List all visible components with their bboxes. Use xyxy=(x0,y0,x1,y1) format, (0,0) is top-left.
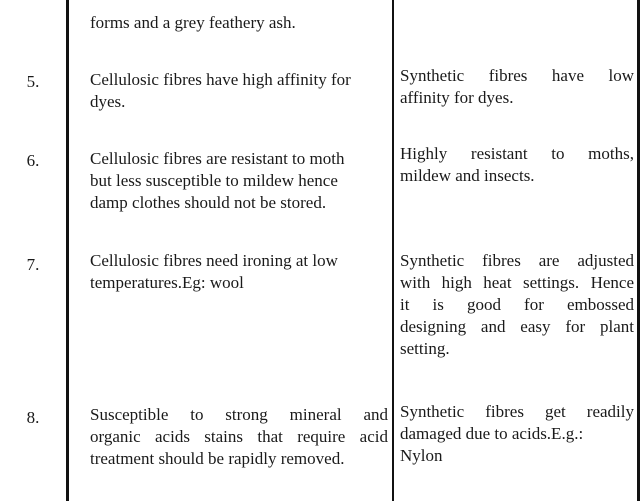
cell-cellulosic xyxy=(90,69,388,113)
cell-synthetic xyxy=(400,65,634,109)
text-line: Highly resistant to moths, xyxy=(400,144,634,163)
row-number: 8. xyxy=(26,408,40,427)
cell-cellulosic xyxy=(90,250,388,294)
cell-synthetic xyxy=(400,143,634,187)
text-line: dyes. xyxy=(90,92,126,111)
text-line: affinity for dyes. xyxy=(400,88,514,107)
text-line: Nylon xyxy=(400,446,443,465)
cell-cellulosic xyxy=(90,12,388,34)
text-line: setting. xyxy=(400,339,450,358)
cell-cellulosic xyxy=(90,404,388,470)
text-line: it is good for embossed xyxy=(400,295,634,314)
text-line: Synthetic fibres get readily xyxy=(400,402,634,421)
text-line: Cellulosic fibres are resistant to moth xyxy=(90,149,345,168)
text-line: Susceptible to strong mineral and xyxy=(90,405,388,424)
row-number: 7. xyxy=(26,255,40,274)
text-line: Synthetic fibres are adjusted xyxy=(400,251,634,270)
text-line: damp clothes should not be stored. xyxy=(90,193,327,212)
text-line: organic acids stains that require acid xyxy=(90,427,388,446)
cell-synthetic xyxy=(400,250,634,360)
text-line: Cellulosic fibres have high affinity for xyxy=(90,70,351,89)
text-line: mildew and insects. xyxy=(400,166,535,185)
table-column-divider xyxy=(392,0,394,501)
text-line: damaged due to acids.E.g.: xyxy=(400,424,584,443)
text-line: Cellulosic fibres need ironing at low xyxy=(90,251,338,270)
cell-synthetic xyxy=(400,401,634,467)
text-line: but less susceptible to mildew hence xyxy=(90,171,338,190)
text-line: with high heat settings. Hence xyxy=(400,273,634,292)
text-line: temperatures.Eg: wool xyxy=(90,273,244,292)
row-number: 5. xyxy=(26,72,40,91)
text-line: designing and easy for plant xyxy=(400,317,634,336)
text-line: Synthetic fibres have low xyxy=(400,66,634,85)
row-number: 6. xyxy=(26,151,40,170)
text-line: treatment should be rapidly removed. xyxy=(90,449,345,468)
table-left-border xyxy=(66,0,69,501)
text-line: forms and a grey feathery ash. xyxy=(90,13,296,32)
cell-cellulosic xyxy=(90,148,388,214)
